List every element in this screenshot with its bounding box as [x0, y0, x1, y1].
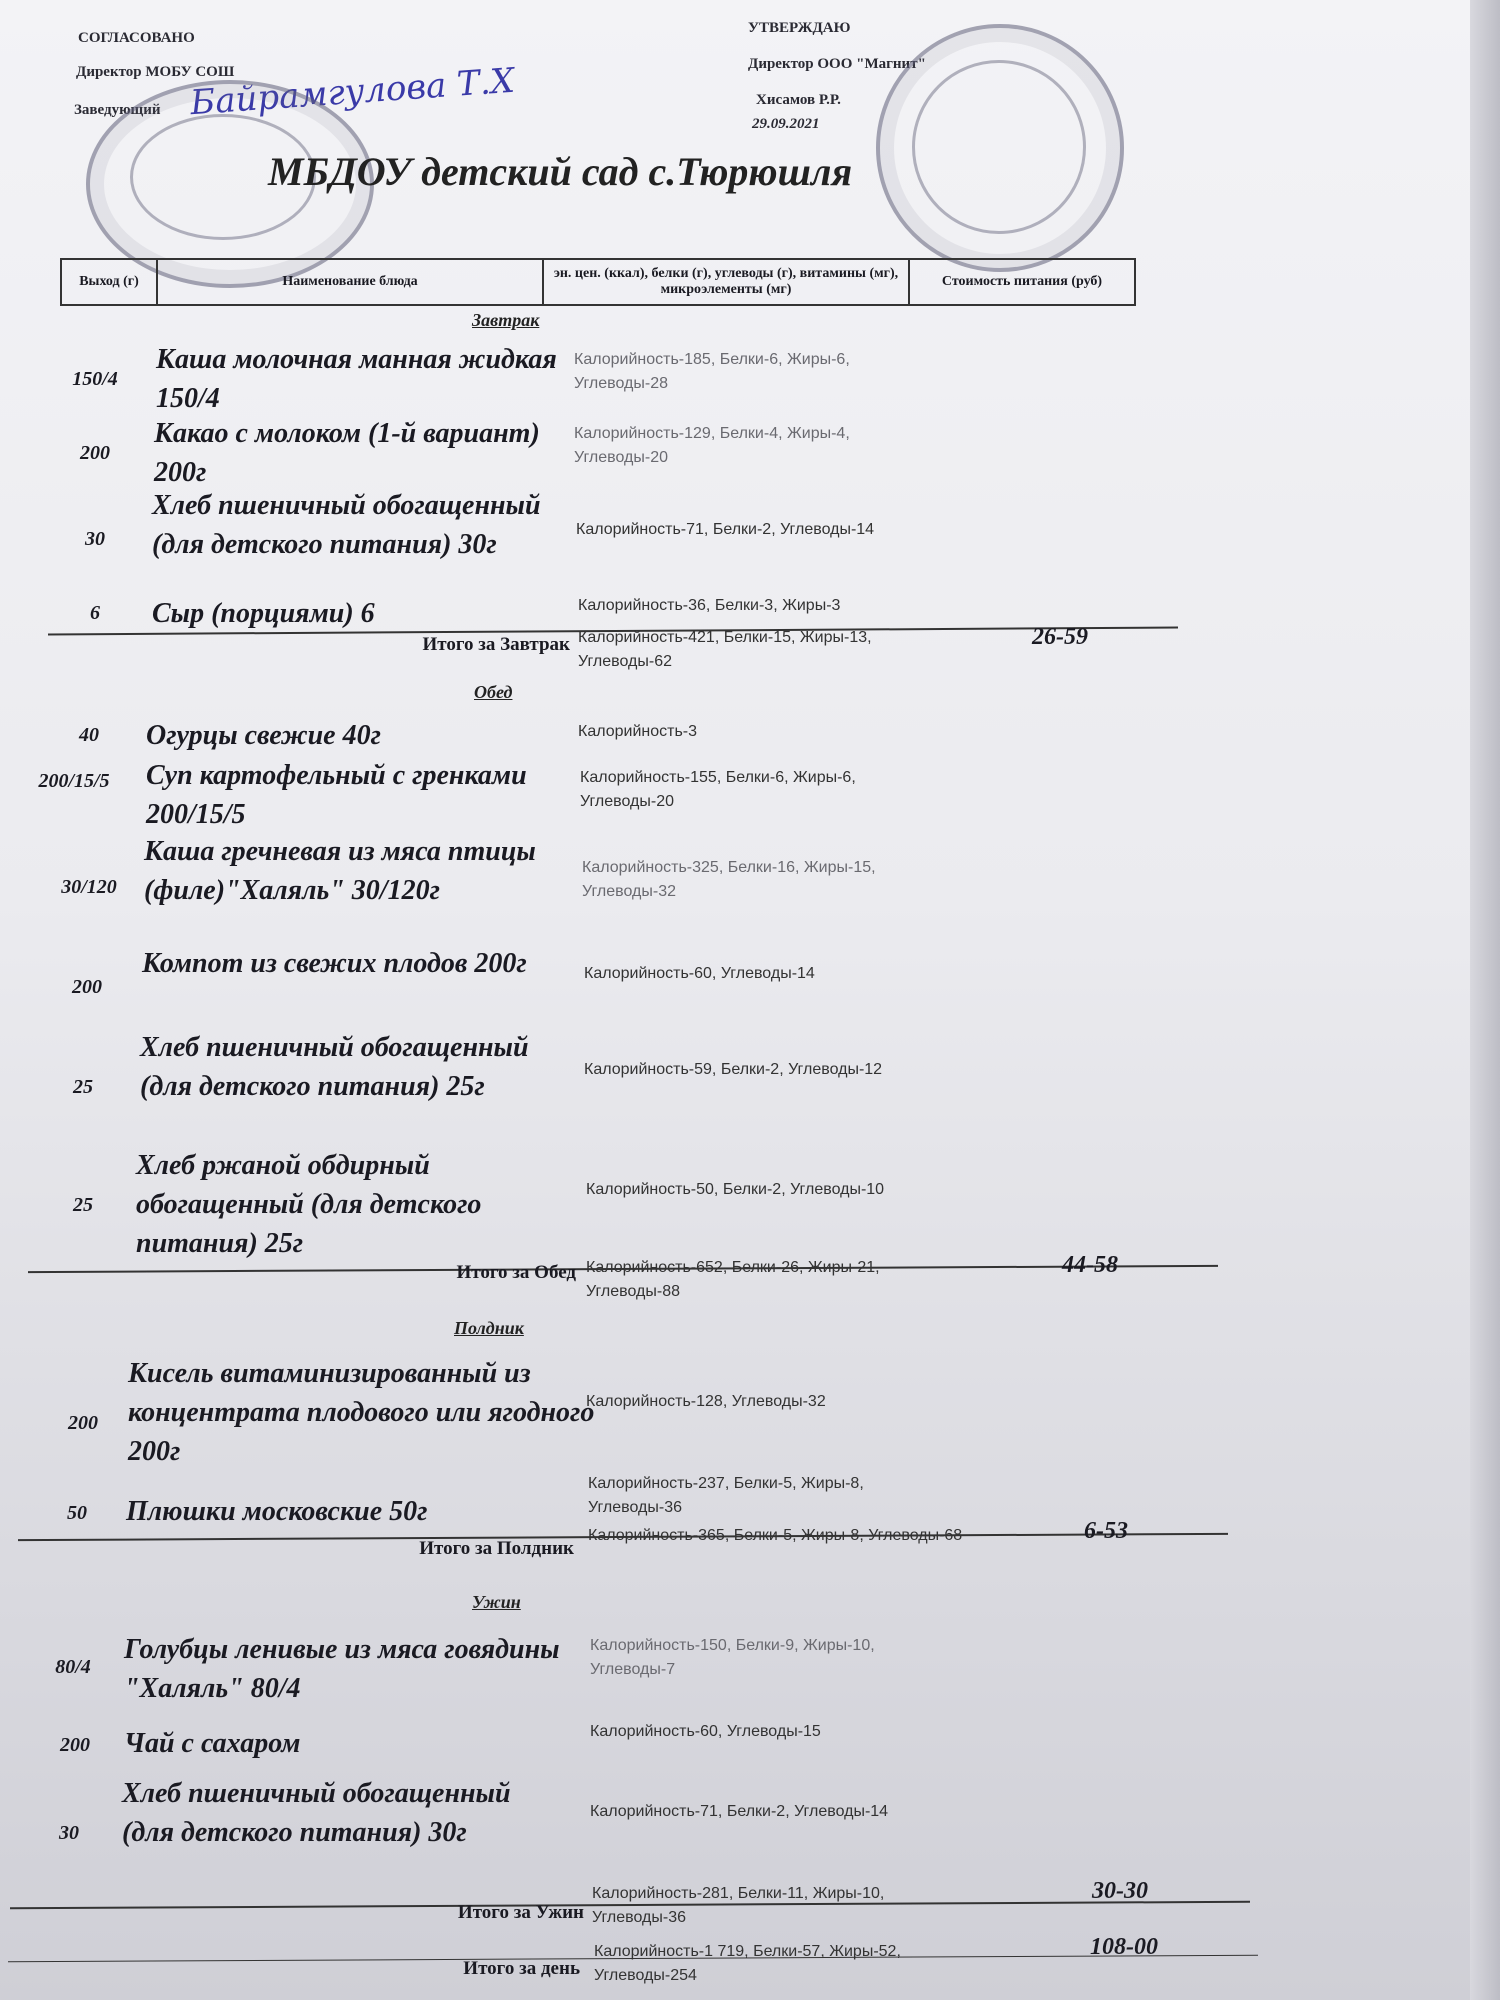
menu-table-header	[60, 258, 1136, 306]
total-cost-snack: 6-53	[1084, 1518, 1128, 1544]
total-cost-lunch: 44-58	[1062, 1252, 1118, 1278]
item-nutrition: Калорийность-129, Белки-4, Жиры-4, Углеводы-20	[574, 425, 850, 466]
approval-date: 29.09.2021	[752, 116, 820, 132]
item-nutrition: Калорийность-60, Углеводы-14	[584, 965, 815, 982]
section-title-breakfast: Завтрак	[472, 310, 540, 330]
item-quantity: 30	[59, 1822, 79, 1844]
item-nutrition: Калорийность-3	[578, 723, 698, 740]
menu-item-row	[40, 1146, 1200, 1264]
item-dish-name: Голубцы ленивые из мяса говядины "Халяль" 80/4	[124, 1634, 560, 1704]
item-quantity: 150/4	[72, 368, 118, 390]
handwritten-signature: Байрамгулова Т.Х	[189, 60, 516, 124]
total-nutrition-day: Калорийность-1 719, Белки-57, Жиры-52, Углеводы-254	[594, 1943, 901, 1984]
right-stamp-seal	[876, 24, 1124, 272]
item-quantity: 200	[68, 1412, 98, 1434]
menu-item-row	[40, 832, 1200, 950]
item-quantity: 25	[73, 1076, 93, 1098]
item-nutrition: Калорийность-237, Белки-5, Жиры-8, Углеводы-36	[588, 1475, 864, 1516]
section-title-dinner: Ужин	[472, 1592, 521, 1612]
item-dish-name: Огурцы свежие 40г	[146, 720, 381, 751]
total-label-day: Итого за день	[463, 1958, 580, 1979]
item-nutrition: Калорийность-59, Белки-2, Углеводы-12	[584, 1061, 883, 1078]
item-nutrition: Калорийность-71, Белки-2, Углеводы-14	[590, 1803, 889, 1820]
item-dish-name: Компот из свежих плодов 200г	[142, 948, 527, 979]
item-quantity: 6	[90, 602, 100, 624]
approved-label: СОГЛАСОВАНО	[78, 30, 195, 46]
menu-item-row	[40, 1354, 1200, 1480]
total-label-breakfast: Итого за Завтрак	[422, 634, 570, 655]
item-nutrition: Калорийность-155, Белки-6, Жиры-6, Углеводы-20	[580, 769, 856, 810]
section-title-snack: Полдник	[454, 1318, 524, 1338]
col-nutrition-header: эн. цен. (ккал), белки (г), углеводы (г), витамины (мг), микроэлементы (мг)	[543, 259, 909, 305]
item-dish-name: Хлеб пшеничный обогащенный (для детского питания) 30г	[152, 490, 541, 560]
item-nutrition: Калорийность-36, Белки-3, Жиры-3	[578, 597, 841, 614]
total-label-lunch: Итого за Обед	[456, 1262, 576, 1283]
item-quantity: 30	[85, 528, 105, 550]
item-nutrition: Калорийность-71, Белки-2, Углеводы-14	[576, 521, 875, 538]
item-dish-name: Каша молочная манная жидкая 150/4	[156, 344, 557, 414]
menu-item-row	[40, 1630, 1200, 1710]
school-director-label: Директор МОБУ СОШ	[76, 64, 235, 80]
total-cost-breakfast: 26-59	[1032, 624, 1088, 650]
item-quantity: 200	[80, 442, 110, 464]
item-quantity: 25	[73, 1194, 93, 1216]
menu-item-row	[40, 1028, 1200, 1146]
store-director-label: Директор ООО "Магнит"	[748, 56, 926, 72]
item-nutrition: Калорийность-185, Белки-6, Жиры-6, Углеводы-28	[574, 351, 850, 392]
page-title: МБДОУ детский сад с.Тюрюшля	[268, 149, 853, 194]
menu-item-row	[40, 486, 1200, 604]
item-dish-name: Плюшки московские 50г	[126, 1496, 428, 1527]
item-quantity: 50	[67, 1502, 87, 1524]
col-dish-header: Наименование блюда	[157, 259, 543, 305]
menu-item-row	[40, 1724, 1200, 1768]
total-nutrition-dinner: Калорийность-281, Белки-11, Жиры-10, Углеводы-36	[592, 1885, 885, 1926]
approve-label: УТВЕРЖДАЮ	[748, 20, 851, 36]
total-nutrition-breakfast: Калорийность-421, Белки-15, Жиры-13, Углеводы-62	[578, 629, 872, 670]
item-dish-name: Какао с молоком (1-й вариант) 200г	[154, 418, 540, 488]
menu-item-row	[40, 1774, 1200, 1892]
item-nutrition: Калорийность-325, Белки-16, Жиры-15, Углеводы-32	[582, 859, 876, 900]
item-quantity: 80/4	[55, 1656, 91, 1678]
item-quantity: 40	[79, 724, 99, 746]
head-label: Заведующий	[74, 102, 161, 118]
col-cost-header: Стоимость питания (руб)	[909, 259, 1135, 305]
item-dish-name: Кисель витаминизированный из концентрата плодового или ягодного 200г	[128, 1358, 595, 1467]
item-dish-name: Суп картофельный с гренками 200/15/5	[146, 760, 527, 830]
total-cost-dinner: 30-30	[1092, 1878, 1148, 1904]
item-quantity: 200	[72, 976, 102, 998]
total-nutrition-lunch: Калорийность-652, Белки-26, Жиры-21, Углеводы-88	[586, 1259, 880, 1300]
item-dish-name: Хлеб ржаной обдирный обогащенный (для детского питания) 25г	[136, 1150, 482, 1259]
item-nutrition: Калорийность-128, Углеводы-32	[586, 1393, 826, 1410]
item-nutrition: Калорийность-150, Белки-9, Жиры-10, Углеводы-7	[590, 1637, 875, 1678]
item-quantity: 200/15/5	[38, 770, 110, 792]
paper-edge	[1470, 0, 1500, 2000]
item-nutrition: Калорийность-60, Углеводы-15	[590, 1723, 821, 1740]
item-nutrition: Калорийность-50, Белки-2, Углеводы-10	[586, 1181, 885, 1198]
item-dish-name: Хлеб пшеничный обогащенный (для детского питания) 25г	[140, 1032, 529, 1102]
menu-item-row	[40, 340, 1200, 420]
menu-item-row	[40, 716, 1200, 756]
item-quantity: 30/120	[61, 876, 117, 898]
item-quantity: 200	[60, 1734, 90, 1756]
col-output-header: Выход (г)	[61, 259, 157, 305]
menu-item-row	[40, 414, 1200, 494]
total-label-dinner: Итого за Ужин	[457, 1902, 584, 1923]
total-nutrition-snack: Калорийность-365, Белки-5, Жиры-8, Углеводы-68	[588, 1527, 963, 1544]
section-title-lunch: Обед	[474, 682, 513, 702]
item-dish-name: Хлеб пшеничный обогащенный (для детского питания) 30г	[122, 1778, 511, 1848]
total-label-snack: Итого за Полдник	[419, 1538, 574, 1559]
item-dish-name: Сыр (порциями) 6	[152, 598, 375, 629]
menu-item-row	[40, 944, 1200, 1024]
item-dish-name: Чай с сахаром	[124, 1728, 301, 1759]
menu-item-row	[40, 756, 1200, 836]
director-name: Хисамов Р.Р.	[756, 92, 841, 108]
total-cost-day: 108-00	[1090, 1934, 1158, 1960]
item-dish-name: Каша гречневая из мяса птицы (филе)"Халяль" 30/120г	[144, 836, 536, 906]
